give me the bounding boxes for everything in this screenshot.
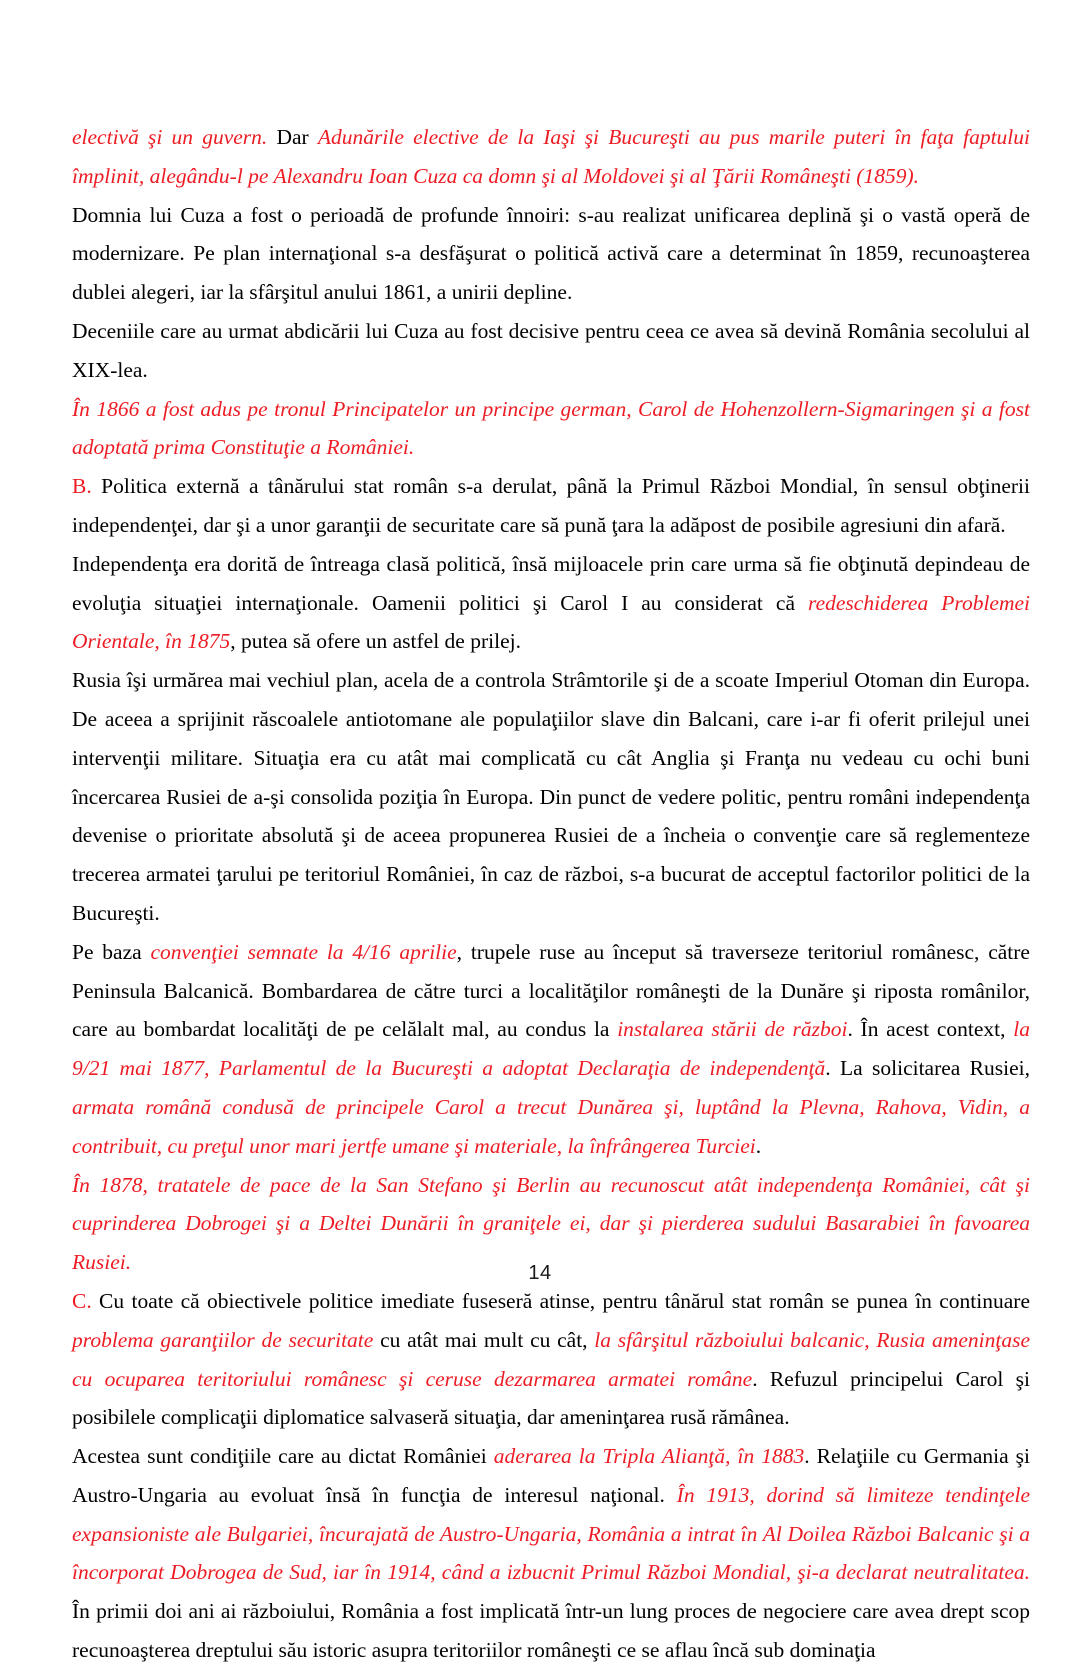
text-run: Acestea sunt condiţiile care au dictat României (72, 1444, 494, 1469)
highlighted-text-run: Adunările elective de la Iaşi şi Bucureşti au pus marile puteri în faţa faptului împlinit, alegându-l pe Alexandru Ioan Cuza ca domn şi al Moldovei şi al Ţării Româneşti (1859). (72, 125, 1030, 188)
highlighted-text-run: În 1878, tratatele de pace de la San Stefano şi Berlin au recunoscut atât independenţa României, cât şi cuprinderea Dobrogei şi a Deltei Dunării în graniţele ei, dar şi pierderea sudului Basarabiei în favoarea Rusiei. (72, 1172, 1030, 1275)
highlighted-text-run: redeschiderea Problemei Orientale, în 1875 (72, 590, 1031, 654)
text-run: Cu toate că obiectivele politice imediate fuseseră atinse, pentru tânărul stat român se punea în continuare (91, 1288, 1030, 1313)
highlighted-text-run: problema garanţiilor de securitate (72, 1327, 374, 1352)
paragraph (72, 390, 1030, 468)
text-run: Independenţa era dorită de întreaga clasă politică, însă mijloacele prin care urma să fie obţinută depindeau de evoluţia situaţiei internaţionale. Oamenii politici şi Carol I au considerat că (72, 551, 1030, 615)
text-run: , putea să ofere un astfel de prilej. (230, 629, 521, 654)
highlighted-text-run: C. (72, 1288, 92, 1313)
text-run: , trupele ruse au început să traverseze teritoriul românesc, către Peninsula Balcanică. Bombardarea de către turci a localităţilor româneşti de la Dunăre şi riposta românilor, care au bombardat localităţi de pe celălalt mal, au condus la (72, 939, 1030, 1042)
paragraph (72, 545, 1030, 661)
highlighted-text-run: electivă şi un guvern. (72, 125, 268, 149)
highlighted-text-run: la 9/21 mai 1877, Parlamentul de la Bucureşti a adoptat Declaraţia de independenţă (72, 1017, 1030, 1081)
paragraph (72, 1282, 1030, 1437)
text-run: . La solicitarea Rusiei, (825, 1056, 1030, 1081)
highlighted-text-run: convenţiei semnate la 4/16 aprilie (150, 939, 457, 964)
highlighted-text-run: B. (72, 474, 92, 499)
text-run: . În acest context, (847, 1017, 1014, 1042)
highlighted-text-run: În 1913, dorind să limiteze tendinţele expansioniste ale Bulgariei, încurajată de Austro-Ungaria, România a intrat în Al Doilea Război Balcanic şi a încorporat Dobrogea de Sud, iar în 1914, când a izbucnit Primul Război Mondial, şi-a declarat neutralitatea. (72, 1482, 1031, 1585)
highlighted-text-run: instalarea stării de război (617, 1017, 848, 1042)
text-run: Pe baza (72, 939, 151, 964)
text-run: . Refuzul principelui Carol şi posibilele complicaţii diplomatice salvaseră situaţia, dar ameninţarea rusă rămânea. (72, 1366, 1030, 1430)
highlighted-text-run: În 1866 a fost adus pe tronul Principatelor un principe german, Carol de Hohenzollern-Sigmaringen şi a fost adoptată prima Constituţie a României. (72, 396, 1030, 460)
text-run: Rusia îşi urmărea mai vechiul plan, acela de a controla Strâmtorile şi de a scoate Imperiul Otoman din Europa. De aceea a sprijinit răscoalele antiotomane ale populaţiilor slave din Balcani, care i-ar fi oferit prilejul unei intervenţii militare. Situaţia era cu atât mai complicată cu cât Anglia şi Franţa nu vedeau cu ochi buni încercarea Rusiei de a-şi consolida poziţia în Europa. Din punct de vedere politic, pentru români independenţa devenise o prioritate absolută şi de aceea propunerea Rusiei de a încheia o convenţie care să reglementeze trecerea armatei ţarului pe teritoriul României, în caz de război, s-a bucurat de acceptul factorilor politici de la Bucureşti. (72, 668, 1030, 925)
paragraph (72, 196, 1030, 312)
text-run: Politica externă a tânărului stat român s-a derulat, până la Primul Război Mondial, în sensul obţinerii independenţei, dar şi a unor garanţii de securitate care să pună ţara la adăpost de posibile agresiuni din afară. (72, 474, 1030, 537)
paragraph (72, 661, 1030, 933)
paragraph (72, 118, 1030, 196)
text-run: . Relaţiile cu Germania şi Austro-Ungaria au evoluat însă în funcţia de interesul naţional. (72, 1444, 1031, 1507)
highlighted-text-run: aderarea la Tripla Alianţă, în 1883 (493, 1444, 805, 1469)
text-run: Deceniile care au urmat abdicării lui Cuza au fost decisive pentru ceea ce avea să devină România secolului al XIX-lea. (72, 318, 1030, 382)
text-run: . (755, 1133, 762, 1158)
page-number: 14 (528, 1262, 552, 1284)
paragraph (72, 312, 1030, 390)
paragraph (72, 467, 1030, 545)
highlighted-text-run: la sfârşitul războiului balcanic, Rusia ameninţase cu ocuparea teritoriului românesc şi ceruse dezarmarea armatei române (72, 1327, 1030, 1391)
paragraph (72, 933, 1030, 1166)
text-run: cu atât mai mult cu cât, (373, 1327, 595, 1352)
document-body (72, 118, 1030, 1670)
highlighted-text-run: armata română condusă de principele Carol a trecut Dunărea şi, luptând la Plevna, Rahova, Vidin, a contribuit, cu preţul unor mari jertfe umane şi materiale, la înfrângerea Turciei (72, 1094, 1030, 1158)
text-run: Domnia lui Cuza a fost o perioadă de profunde înnoiri: s-au realizat unificarea deplină şi o vastă operă de modernizare. Pe plan internaţional s-a desfăşurat o politică activă care a determinat în 1859, recunoaşterea dublei alegeri, iar la sfârşitul anului 1861, a unirii depline. (72, 202, 1030, 305)
text-run: Dar (267, 125, 318, 149)
text-run: În primii doi ani ai războiului, România a fost implicată într-un lung proces de negociere care avea drept scop recunoaşterea dreptului său istoric asupra teritoriilor româneşti ce se aflau încă sub dominaţia (72, 1599, 1030, 1663)
paragraph (72, 1437, 1030, 1670)
